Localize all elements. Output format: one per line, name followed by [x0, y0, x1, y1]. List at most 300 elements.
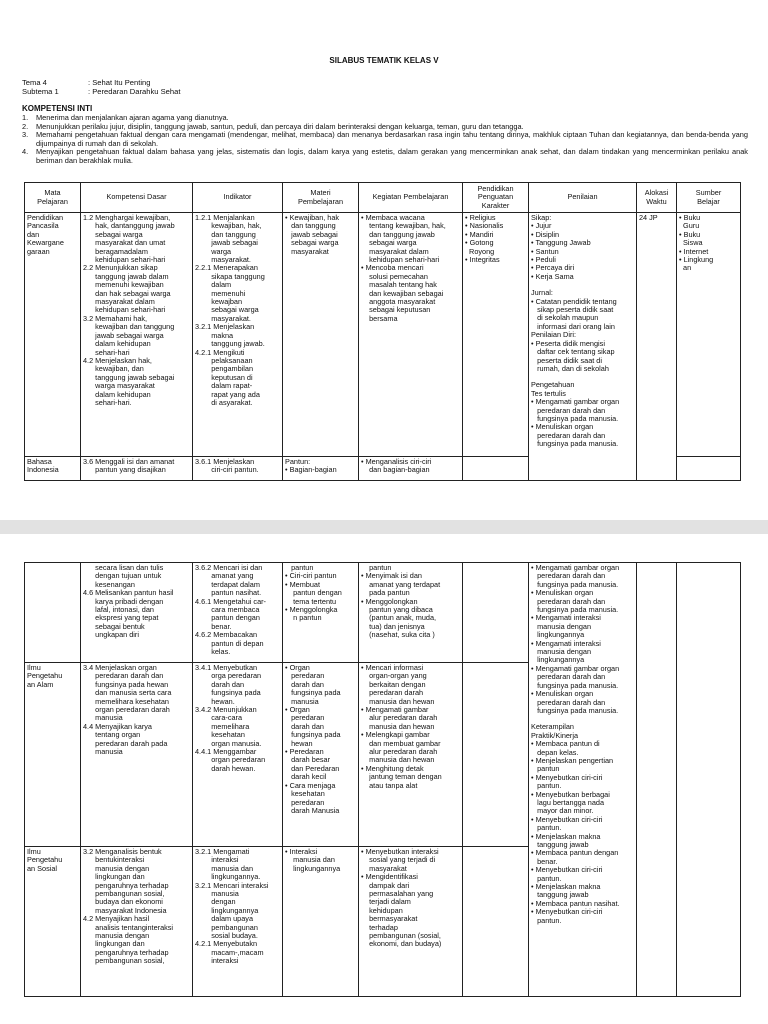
text-line: Mata [44, 188, 61, 198]
text-line: terdapat dalam [195, 579, 260, 589]
text-line: sikap peserta didik saat [531, 305, 614, 315]
text-line: Tes tertulis [531, 388, 566, 398]
text-line: fungsinya pada [285, 688, 341, 698]
bullet-item: • Mandiri [465, 229, 494, 239]
ki-item [22, 131, 748, 148]
text-line: darah hewan. [195, 763, 256, 773]
text-line: manusia [285, 696, 319, 706]
ki-num: 2. [22, 121, 29, 131]
text-line: makna [195, 330, 234, 340]
text-line: • Membaca pantun nasihat. [531, 898, 620, 908]
text-line: sikapa tanggung [195, 271, 265, 281]
text-line: • Menuliskan organ [531, 422, 594, 432]
text-line: tema tertentu [285, 596, 337, 606]
text-line: • Membaca pantun di [531, 739, 600, 749]
text-line: • Santun [531, 246, 559, 256]
text-line: pantun. [531, 823, 562, 833]
indikator-cell [193, 847, 283, 997]
text-line: ekspresi yang tepat [83, 613, 159, 623]
text-line: manusia dan [285, 855, 335, 865]
text-line: tanggung jawab [531, 840, 589, 849]
text-line: manusia dengan [531, 621, 592, 631]
text-line: 3.2.1 Mengamati [195, 847, 250, 856]
text-line: sebagai keputusan [361, 305, 431, 315]
text-line: kehidupan sehari-hari [361, 255, 440, 265]
bullet-item: Royong [465, 246, 495, 256]
text-line: darah dan [285, 679, 324, 689]
text-line: 3.2.1 Mencari interaksi [195, 880, 269, 890]
text-line: daftar cek tentang sikap [531, 347, 615, 357]
bullet-item: • Gotong [465, 238, 494, 248]
table-row [25, 563, 741, 663]
text-line: • Menghitung detak [361, 763, 424, 773]
text-line: pantun nasihat. [195, 588, 262, 598]
syllabus-table-page-2 [24, 562, 741, 997]
header-cell [677, 183, 741, 213]
text-line: Pendidikan [27, 213, 64, 222]
text-line: mayor dan minor. [531, 806, 594, 816]
text-line: • Menggolongka [285, 605, 338, 615]
text-line: memelihara [195, 721, 250, 731]
text-line: lafal, intonasi, dan [83, 605, 154, 615]
text-line: 3.2 Memahami hak, [83, 313, 148, 323]
text-line: organ peredaran [195, 755, 266, 765]
text-line: benar. [195, 621, 232, 631]
text-line: dan hak sebagai warga [83, 288, 171, 298]
sumber-cell [677, 563, 741, 997]
text-line: Jurnal: [531, 288, 553, 298]
text-line: • Catatan pendidik tentang [531, 296, 617, 306]
text-line: pelaksanaan [195, 355, 253, 365]
text-line: • Organ [285, 705, 310, 715]
text-line: • Menyebutkan berbagai [531, 789, 610, 799]
text-line: • Membaca pantun dengan [531, 848, 619, 858]
text-line: tentang kewajiban, hak, [361, 221, 446, 231]
text-line: kehidupan sehari-hari [83, 255, 166, 265]
text-line: 3.4.1 Menyebutkan [195, 663, 258, 672]
text-line: ciri-ciri pantun. [195, 465, 259, 475]
text-line: 4.6 Melisankan pantun hasil [83, 588, 174, 598]
text-line: manusia dan [195, 863, 254, 873]
text-line: bentukinteraksi [83, 855, 145, 865]
text-line: orga peredaran [195, 671, 262, 681]
text-line: anggota masyarakat [361, 297, 436, 307]
text-line: masyarakat Indonesia [83, 905, 167, 915]
text-line: pantun. [531, 873, 562, 883]
text-line: an Alam [27, 679, 54, 689]
text-line: manusia dan hewan [361, 721, 435, 731]
text-line: pembangunan (sosial, [361, 931, 441, 941]
text-line: Sikap: [531, 213, 552, 222]
text-line: hak, dantanggung jawab [83, 221, 175, 231]
text-line: dan membuat gambar [361, 738, 441, 748]
text-line: analisis tentanginteraksi [83, 922, 174, 932]
text-line: fungsinya pada hewan [83, 679, 169, 689]
text-line: Bahasa [27, 457, 52, 466]
table-row [25, 213, 741, 457]
text-line: pembangunan sosial, [83, 956, 165, 966]
text-line: darah kecil [285, 772, 327, 782]
text-line: n pantun [285, 613, 322, 623]
document-page-2 [0, 534, 768, 1024]
header-cell [359, 183, 463, 213]
text-line: garaan [27, 246, 50, 256]
text-line: 4.2.1 Menyebutakn [195, 939, 258, 949]
text-line: Materi [310, 188, 331, 198]
text-line: memelihara kesehatan [83, 696, 169, 706]
text-line: pantun yang disajikan [83, 465, 166, 475]
text-line: jawab sebagai [195, 238, 258, 248]
text-line: secara lisan dan tulis [83, 563, 164, 572]
text-line: 3.6 Menggali isi dan amanat [83, 457, 175, 466]
text-line: di asyarakat. [195, 397, 253, 407]
text-line: depan kelas. [531, 747, 579, 757]
text-line: interaksi [195, 956, 239, 966]
materi-cell [283, 213, 359, 457]
header-cell [81, 183, 193, 213]
indikator-cell [193, 663, 283, 847]
text-line: tanggung jawab dalam [83, 271, 169, 281]
text-line: peredaran [285, 713, 325, 723]
text-line: • Membaca wacana [361, 213, 425, 222]
text-line: organ peredaran darah [83, 705, 170, 715]
text-line: kehidupan sehari-hari [83, 305, 166, 315]
text-line: Penilaian Diri: [531, 330, 577, 340]
text-line: di sekolah maupun [531, 313, 599, 323]
text-line: Penguatan [477, 192, 514, 202]
text-line: sebagai warga [195, 305, 259, 315]
text-line: peredaran darah pada [83, 738, 168, 748]
indikator-cell [193, 213, 283, 457]
text-line: masyarakat dan umat [83, 238, 166, 248]
text-line: peredaran [285, 797, 325, 807]
kegiatan-cell [359, 457, 463, 481]
header-cell [193, 183, 283, 213]
text-line: pengambilan [195, 364, 254, 374]
mapel-cell [25, 847, 81, 997]
text-line: • Interaksi [285, 847, 318, 856]
text-line: masyarakat dalam [83, 297, 155, 307]
karakter-cell [463, 847, 529, 997]
text-line: dalam rapat- [195, 381, 253, 391]
text-line: fungsinya pada manusia. [531, 705, 619, 715]
text-line: pantun. [531, 781, 562, 791]
text-line: kehidupan [361, 905, 403, 915]
text-line: darah dan [285, 721, 324, 731]
text-line: • Ciri-ciri pantun [285, 571, 337, 581]
text-line: peredaran darah dan [531, 697, 606, 707]
text-line: pembangunan sosial, [83, 889, 165, 899]
kd-cell [81, 457, 193, 481]
text-line: amanat yang [195, 571, 254, 581]
text-line: sehari-hari [83, 347, 130, 357]
text-line: sosial yang terjadi di [361, 855, 436, 865]
syllabus-title: SILABUS TEMATIK KELAS V [329, 56, 439, 65]
karakter-cell [463, 213, 529, 457]
text-line: peredaran darah dan [531, 430, 606, 440]
text-line: 3.4.2 Menunjukkan [195, 705, 257, 715]
text-line: • Peduli [531, 255, 556, 265]
kegiatan-cell [359, 213, 463, 457]
subtema-value: : Peredaran Darahku Sehat [88, 87, 181, 96]
text-line: dalam [195, 280, 232, 290]
text-line: fungsinya pada manusia. [531, 605, 619, 615]
text-line: macam-,macam [195, 947, 264, 957]
text-line: 4.2 Menyajikan hasil [83, 914, 150, 924]
text-line: dalam kehidupan [83, 389, 151, 399]
text-line: manusia dengan [531, 647, 592, 657]
text-line: fungsinya pada manusia. [531, 439, 619, 449]
text-line: Ilmu [27, 663, 41, 672]
text-line: lingkungannya [531, 630, 585, 640]
text-line: • Jujur [531, 221, 552, 231]
text-line: fungsinya pada [285, 730, 341, 740]
text-line: masyarakat. [195, 313, 251, 323]
text-line: alur peredaran darah [361, 747, 438, 757]
text-line: bermasyarakat [361, 914, 418, 924]
text-line: lingkungan dan [83, 939, 145, 949]
text-line: peredaran darah dan [531, 596, 606, 606]
ki-text: Menunjukkan perilaku jujur, disiplin, tanggung jawab, santun, peduli, dan percaya diri dalam berinteraksi dengan keluarga, teman, guru dan tetangga. [36, 121, 524, 131]
text-line: • Melengkapi gambar [361, 730, 430, 740]
text-line: • Menyebutkan ciri-ciri [531, 772, 603, 782]
text-line: • Peredaran [285, 747, 324, 757]
header-cell [25, 183, 81, 213]
text-line: 4.6.2 Membacakan [195, 630, 258, 640]
ki-text: Memahami pengetahuan faktual dengan cara mengamati (mendengar, melihat, membaca) dan menanya berdasarkan rasa ingin tahu tentang dirinya, makhluk ciptaan Tuhan dan kegiatannya, dan benda-benda yang dijumpainya di rumah dan di sekolah. [36, 130, 748, 148]
text-line: • Mencari informasi [361, 663, 424, 672]
ki-num: 1. [22, 113, 29, 122]
text-line: • Peserta didik mengisi [531, 338, 605, 348]
subtema-line [22, 87, 180, 96]
karakter-cell [463, 563, 529, 663]
text-line: manusia [83, 747, 123, 757]
text-line: tanggung jawab sebagai [83, 372, 175, 382]
text-line: pantun dengan [285, 588, 342, 598]
text-line: 4.4 Menyajikan karya [83, 721, 152, 731]
text-line: kesehatan [195, 730, 245, 740]
indikator-cell [193, 457, 283, 481]
text-line: informasi dari orang lain [531, 321, 615, 331]
text-line: 3.6.2 Mencari isi dan [195, 563, 263, 572]
text-line: Belajar [697, 196, 720, 206]
text-line: hewan [285, 738, 313, 748]
text-line: memenuhi kewajiban [83, 280, 164, 290]
text-line: tanggung jawab [531, 890, 589, 900]
text-line: budaya dan ekonomi [83, 897, 163, 907]
text-line: solusi pemecahan [361, 271, 428, 281]
text-line: Pantun: [285, 457, 311, 466]
text-line: Ilmu [27, 847, 41, 856]
syllabus-table-page-1 [24, 182, 741, 481]
text-line: peredaran darah dan [531, 571, 606, 581]
text-line: • Mengamati gambar organ [531, 663, 620, 673]
text-line: • Menuliskan organ [531, 689, 594, 699]
text-line: terhadap [361, 922, 398, 932]
text-line: 3.2.1 Menjelaskan [195, 322, 255, 332]
text-line: • Menyebutkan ciri-ciri [531, 907, 603, 917]
header-cell [283, 183, 359, 213]
text-line: kewajiban, hak, [195, 221, 262, 231]
text-line: Penilaian [567, 192, 598, 202]
tema-line [22, 78, 150, 87]
kegiatan-cell [359, 563, 463, 663]
text-line: masalah tentang hak [361, 280, 437, 290]
text-line: (nasehat, suka cita ) [361, 630, 435, 640]
text-line: karya pribadi dengan [83, 596, 164, 606]
text-line: pantun [285, 563, 314, 572]
penilaian-cell [529, 563, 637, 997]
bullet-item: Guru [679, 221, 700, 231]
text-line: pantun yang dibaca [361, 605, 433, 615]
text-line: manusia dan hewan [361, 755, 435, 765]
text-line: peredaran darah dan [531, 672, 606, 682]
text-line: Pengetahu [27, 855, 63, 865]
text-line: jantung teman dengan [361, 772, 442, 782]
text-line: dengan [195, 897, 236, 907]
text-line: dampak dari [361, 880, 410, 890]
text-line: dan bagian-bagian [361, 465, 430, 475]
bullet-item: • Buku [679, 229, 701, 239]
kd-cell [81, 563, 193, 663]
kegiatan-cell [359, 847, 463, 997]
text-line: • Mengamati gambar [361, 705, 429, 715]
text-line: masyarakat dalam [361, 246, 429, 256]
text-line: dan tanggung [195, 229, 256, 239]
text-line: masyarakat [361, 863, 407, 873]
text-line: 2.2.1 Menerapakan [195, 263, 258, 273]
header-cell [529, 183, 637, 213]
ki-text: Menerima dan menjalankan ajaran agama yang dianutnya. [36, 113, 229, 122]
text-line: jawab sebagai warga [83, 330, 164, 340]
text-line: manusia dan hewan [361, 696, 435, 706]
text-line: Pendidikan [477, 183, 514, 193]
penilaian-cell [529, 213, 637, 481]
text-line: benar. [531, 856, 558, 866]
text-line: kesehatan [285, 789, 325, 799]
text-line: dengan tujuan untuk [83, 571, 162, 581]
text-line: ungkapan diri [83, 630, 139, 640]
text-line: • Mengidentifikasi [361, 872, 418, 882]
ki-text: Menyajikan pengetahuan faktual dalam bahasa yang jelas, sistematis dan logis, dalam karya yang estetis, dalam gerakan yang mencerminkan anak sehat, dan dalam tindakan yang mencerminkan perilaku anak beriman dan berakhlak mulia. [36, 147, 748, 165]
alokasi-cell [637, 563, 677, 997]
text-line: manusia dengan [83, 863, 150, 873]
text-line: dan [27, 229, 40, 239]
materi-cell [283, 847, 359, 997]
text-line: alur peredaran darah [361, 713, 438, 723]
text-line: manusia [195, 889, 239, 899]
text-line: Alokasi [644, 188, 669, 198]
text-line: pembangunan [195, 922, 258, 932]
text-line: interaksi [195, 855, 239, 865]
text-line: masyarakat [285, 246, 329, 256]
text-line: amanat yang terdapat [361, 579, 441, 589]
ki-item [22, 148, 748, 165]
text-line: • Mencoba mencari [361, 263, 424, 273]
text-line: cara membaca [195, 605, 260, 615]
text-line: dan manusia serta cara [83, 688, 172, 698]
text-line: rumah, dan di sekolah [531, 363, 609, 373]
text-line: pantun. [531, 915, 562, 925]
mapel-cell [25, 563, 81, 663]
text-line: • Menyimak isi dan [361, 571, 422, 581]
text-line: • Disiplin [531, 229, 560, 239]
text-line: bersama [361, 313, 398, 323]
text-line: warga [195, 246, 232, 256]
text-line: permasalahan yang [361, 889, 434, 899]
text-line: dan kewajiban sebagai [361, 288, 444, 298]
text-line: • Menggolongkan [361, 596, 418, 606]
text-line: pada pantun [361, 588, 410, 598]
text-line: keputusan di [195, 372, 253, 382]
text-line: 1.2.1 Menjalankan [195, 213, 255, 222]
kegiatan-cell [359, 663, 463, 847]
text-line: Praktik/Kinerja [531, 730, 579, 740]
text-line: • Menyebutkan ciri-ciri [531, 865, 603, 875]
text-line: • Mengamati interaksi [531, 613, 601, 623]
text-line: peredaran darah dan [531, 405, 606, 415]
ki-num: 4. [22, 147, 29, 157]
text-line: kelas. [195, 647, 231, 657]
text-line: peredaran darah dan [83, 671, 164, 681]
materi-cell [283, 563, 359, 663]
text-line: Kompetensi Dasar [106, 192, 167, 202]
text-line: warga masyarakat [83, 381, 155, 391]
text-line: pantun [531, 764, 560, 774]
text-line: • Menyebutkan ciri-ciri [531, 814, 603, 824]
text-line: cara-cara [195, 713, 243, 723]
ki-num: 3. [22, 130, 29, 140]
text-line: peserta didik saat di [531, 355, 602, 365]
text-line: peredaran [285, 671, 325, 681]
text-line: 4.2 Menjelaskan hak, [83, 355, 152, 365]
text-line: • Cara menjaga [285, 780, 336, 790]
text-line: tanggung jawab. [195, 339, 265, 349]
text-line: fungsinya pada manusia. [531, 579, 619, 589]
sumber-cell [677, 213, 741, 457]
text-line: fungsinya pada manusia. [531, 680, 619, 690]
text-line: dan tanggung [285, 221, 336, 231]
text-line: • Menjelaskan makna [531, 831, 601, 841]
text-line: sosial budaya. [195, 931, 258, 941]
text-line: • Kewajiban, hak [285, 213, 340, 222]
text-line: (pantun anak, muda, [361, 613, 437, 623]
text-line: 4.4.1 Menggambar [195, 747, 257, 757]
text-line: hewan. [195, 696, 235, 706]
tema-label: Tema 4 [22, 78, 47, 87]
text-line: • Menyebutkan interaksi [361, 847, 439, 856]
mapel-cell [25, 663, 81, 847]
kd-cell [81, 213, 193, 457]
bullet-item: • Nasionalis [465, 221, 504, 231]
table-header-row [25, 183, 741, 213]
text-line: sebagai warga [83, 229, 143, 239]
text-line: memenuhi [195, 288, 246, 298]
text-line: • Tanggung Jawab [531, 238, 591, 248]
text-line: Pancasila [27, 221, 59, 231]
text-line: tentang organ [83, 730, 141, 740]
text-line: • Menuliskan organ [531, 588, 594, 598]
text-line: dalam upaya [195, 914, 254, 924]
kd-cell [81, 663, 193, 847]
karakter-cell [463, 457, 529, 481]
bullet-item: • Lingkung [679, 255, 714, 265]
text-line: fungsinya pada [195, 688, 261, 698]
text-line: manusia [83, 713, 123, 723]
text-line: tua) dan jenisnya [361, 621, 425, 631]
text-line: dan Peredaran [285, 763, 340, 773]
indikator-cell [193, 563, 283, 663]
